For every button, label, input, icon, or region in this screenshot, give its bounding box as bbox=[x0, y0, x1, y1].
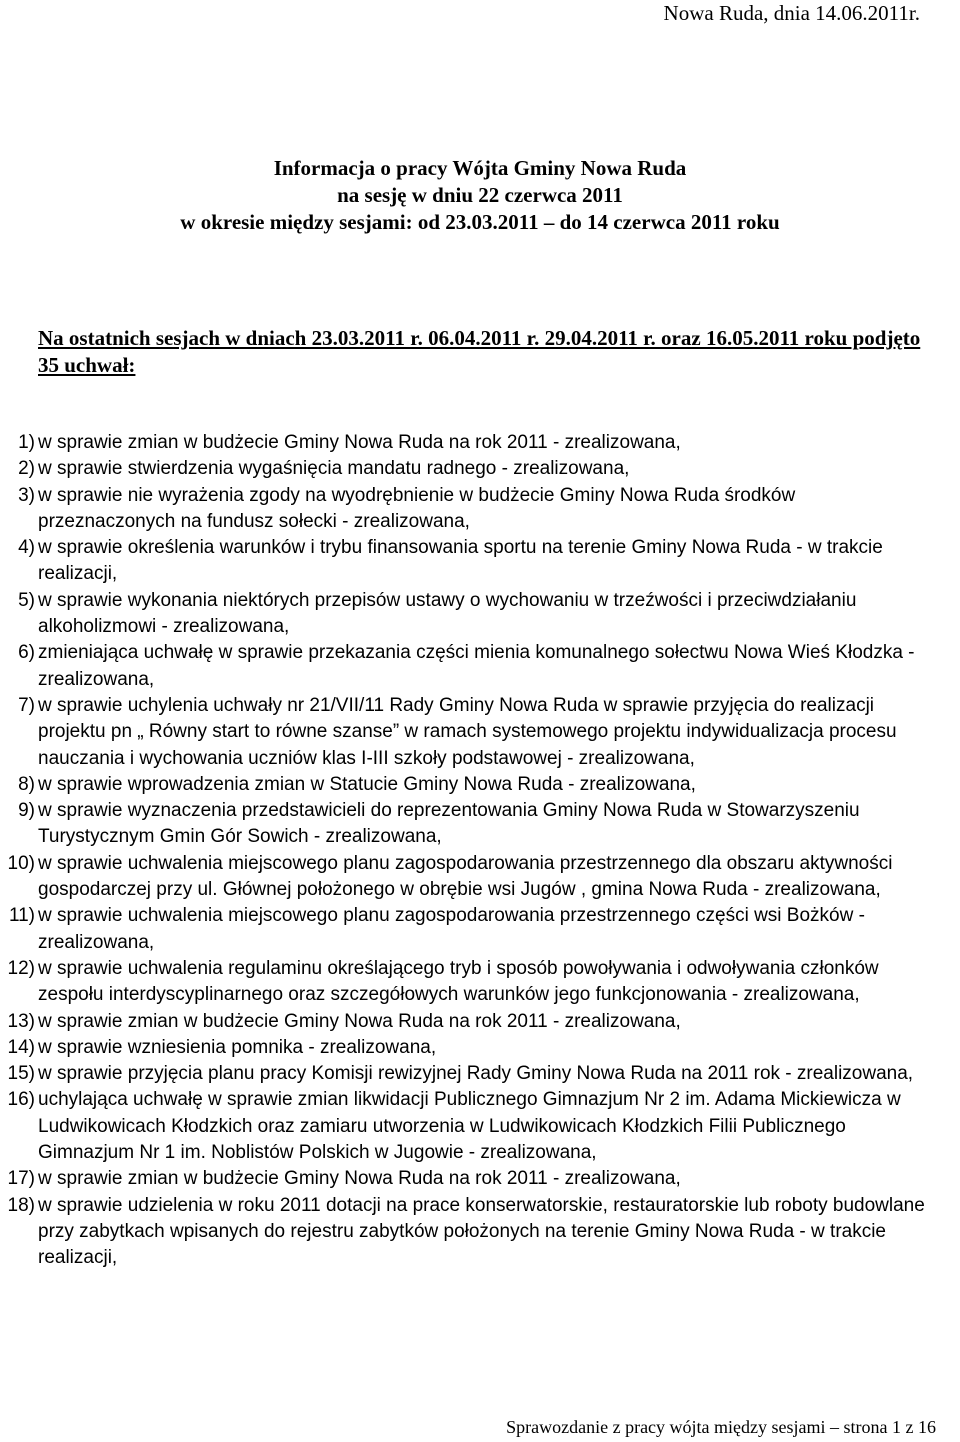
item-text: w sprawie wyznaczenia przedstawicieli do reprezentowania Gminy Nowa Ruda w Stowarzyszeniu Turystycznym Gmin Gór Sowich - zrealizowana, bbox=[38, 800, 860, 848]
list-item bbox=[0, 1035, 960, 1061]
item-text: w sprawie wprowadzenia zmian w Statucie Gminy Nowa Ruda - zrealizowana, bbox=[38, 773, 696, 795]
item-number: 4) bbox=[18, 537, 35, 559]
item-number: 1) bbox=[18, 432, 35, 453]
item-number: 13) bbox=[7, 1010, 35, 1032]
list-item bbox=[0, 693, 960, 772]
list-item bbox=[0, 535, 960, 588]
item-text: w sprawie wzniesienia pomnika - zrealizowana, bbox=[38, 1036, 437, 1058]
list-item bbox=[0, 1087, 960, 1166]
title-line-2: na sesję w dniu 22 czerwca 2011 bbox=[337, 183, 623, 207]
item-text: w sprawie uchwalenia regulaminu określającego tryb i sposób powoływania i odwoływania członków zespołu interdyscyplinarnego oraz szczegółowych warunków jego funkcjonowania - zrealizowana, bbox=[38, 957, 879, 1006]
item-number: 10) bbox=[7, 852, 35, 874]
item-text: w sprawie zmian w budżecie Gminy Nowa Ruda na rok 2011 - zrealizowana, bbox=[38, 1168, 681, 1190]
item-text: w sprawie nie wyrażenia zgody na wyodrębnienie w budżecie Gminy Nowa Ruda środków przeznaczonych na fundusz sołecki - zrealizowana, bbox=[38, 484, 796, 532]
list-item bbox=[0, 956, 960, 1009]
section-heading: Na ostatnich sesjach w dniach 23.03.2011 r. 06.04.2011 r. 29.04.2011 r. oraz 16.05.2011 roku podjęto 35 uchwał: bbox=[38, 326, 921, 377]
list-item bbox=[0, 430, 960, 456]
page-footer: Sprawozdanie z pracy wójta między sesjami – strona 1 z 16 bbox=[506, 1417, 936, 1437]
item-text: w sprawie określenia warunków i trybu finansowania sportu na terenie Gminy Nowa Ruda - w trakcie realizacji, bbox=[38, 537, 883, 585]
list-item bbox=[0, 903, 960, 956]
item-number: 12) bbox=[7, 957, 35, 979]
item-number: 16) bbox=[7, 1089, 35, 1111]
item-text: w sprawie uchylenia uchwały nr 21/VII/11 Rady Gminy Nowa Ruda w sprawie przyjęcia do realizacji projektu pn „ Równy start to równe szanse” w ramach systemowego projektu indywidualizacja procesu nauczania i wychowania uczniów klas I-III szkoły podstawowej - zrealizowana, bbox=[38, 694, 897, 769]
item-number: 8) bbox=[18, 773, 35, 795]
item-text: w sprawie przyjęcia planu pracy Komisji rewizyjnej Rady Gminy Nowa Ruda na 2011 rok - zrealizowana, bbox=[38, 1063, 914, 1085]
item-text: w sprawie wykonania niektórych przepisów ustawy o wychowaniu w trzeźwości i przeciwdziałaniu alkoholizmowi - zrealizowana, bbox=[38, 589, 857, 638]
item-number: 14) bbox=[7, 1036, 35, 1058]
item-number: 3) bbox=[18, 484, 35, 506]
resolutions-list bbox=[0, 430, 960, 1272]
item-number: 5) bbox=[18, 589, 35, 611]
item-text: w sprawie uchwalenia miejscowego planu zagospodarowania przestrzennego części wsi Bożków - zrealizowana, bbox=[38, 905, 865, 953]
item-number: 2) bbox=[18, 458, 35, 480]
list-item bbox=[0, 1009, 960, 1035]
list-item bbox=[0, 640, 960, 693]
item-number: 15) bbox=[7, 1063, 35, 1085]
item-number: 18) bbox=[7, 1194, 35, 1216]
list-item bbox=[0, 483, 960, 536]
item-number: 6) bbox=[18, 642, 35, 664]
list-item bbox=[0, 588, 960, 641]
item-text: w sprawie udzielenia w roku 2011 dotacji na prace konserwatorskie, restauratorskie lub roboty budowlane przy zabytkach wpisanych do rejestru zabytków położonych na terenie Gminy Nowa Ruda - w trakcie realizacji, bbox=[38, 1194, 925, 1269]
item-text: w sprawie zmian w budżecie Gminy Nowa Ruda na rok 2011 - zrealizowana, bbox=[38, 1010, 681, 1032]
item-text: w sprawie stwierdzenia wygaśnięcia mandatu radnego - zrealizowana, bbox=[38, 458, 630, 480]
item-text: w sprawie uchwalenia miejscowego planu zagospodarowania przestrzennego dla obszaru aktywności gospodarczej przy ul. Głównej położonego w obrębie wsi Jugów , gmina Nowa Ruda - zrealizowana, bbox=[38, 852, 893, 901]
list-item bbox=[0, 1061, 960, 1087]
list-item bbox=[0, 772, 960, 798]
item-number: 17) bbox=[7, 1168, 35, 1190]
document-date: Nowa Ruda, dnia 14.06.2011r. bbox=[663, 1, 920, 25]
item-text: w sprawie zmian w budżecie Gminy Nowa Ruda na rok 2011 - zrealizowana, bbox=[38, 432, 681, 453]
list-item bbox=[0, 1193, 960, 1272]
document-title bbox=[0, 155, 960, 236]
list-item bbox=[0, 851, 960, 904]
item-text: zmieniająca uchwałę w sprawie przekazania części mienia komunalnego sołectwu Nowa Wieś Kłodzka - zrealizowana, bbox=[38, 642, 915, 690]
item-number: 7) bbox=[18, 694, 35, 716]
item-number: 9) bbox=[18, 800, 35, 822]
title-line-1: Informacja o pracy Wójta Gminy Nowa Ruda bbox=[273, 156, 687, 180]
list-item bbox=[0, 798, 960, 851]
list-item bbox=[0, 1166, 960, 1192]
item-number: 11) bbox=[8, 905, 35, 927]
item-text: uchylająca uchwałę w sprawie zmian likwidacji Publicznego Gimnazjum Nr 2 im. Adama Mickiewicza w Ludwikowicach Kłodzkich oraz zamiaru utworzenia w Ludwikowicach Kłodzkich Filii Publicznego Gimnazjum Nr 1 im. Noblistów Polskich w Jugowie - zrealizowana, bbox=[38, 1089, 901, 1164]
title-line-3: w okresie między sesjami: od 23.03.2011 – do 14 czerwca 2011 roku bbox=[180, 210, 780, 234]
list-item bbox=[0, 456, 960, 482]
